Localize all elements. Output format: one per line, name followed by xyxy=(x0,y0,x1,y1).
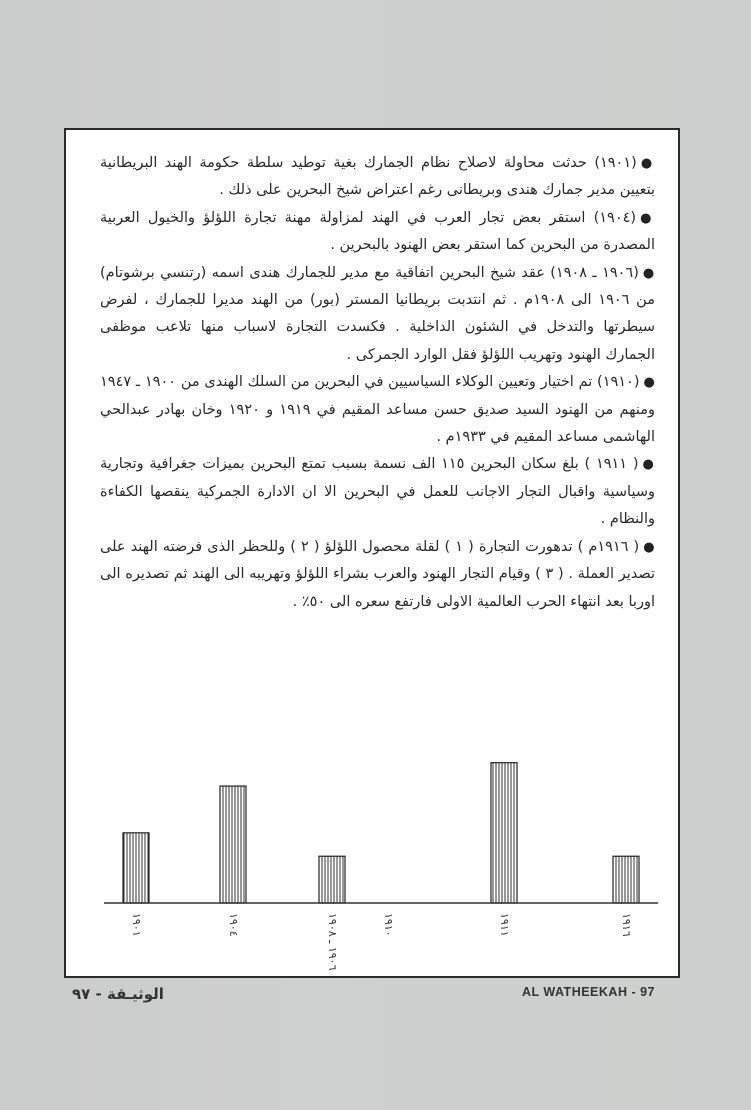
bullet-icon: ● xyxy=(642,457,655,473)
bullet-icon: ● xyxy=(643,539,656,555)
tick-label: ١٩١٦ xyxy=(620,913,633,937)
timeline-entry-text: (١٩٠١) حدثت محاولة لاصلاح نظام الجمارك بغية توطيد سلطة حكومة الهند البريطانية بتعيين مدير جمارك هندى وبريطانى رغم اعتراض شيخ البحرين على ذلك . xyxy=(100,155,655,199)
timeline-entry xyxy=(100,369,655,451)
timeline-entry-text: ( ١٩١١ ) بلغ سكان البحرين ١١٥ الف نسمة بسبب تمتع البحرين بميزات جغرافية وتجارية وسياسية واقبال التجار الاجانب للعمل في البحرين الا ان الادارة الجمركية ينقصها الكفاءة والنظام . xyxy=(100,456,655,528)
timeline-entry-text: (١٩١٠) تم اختيار وتعيين الوكلاء السياسيين في البحرين من السلك الهندى من ١٩٠٠ ـ ١٩٤٧ ومنهم من الهنود السيد صديق حسن مساعد المقيم في ١٩١٩ و ١٩٢٠ وخان بهادر عبدالحي الهاشمى مساعد المقيم في ١٩٣٣م . xyxy=(100,374,655,446)
timeline-entry xyxy=(100,534,655,616)
footer-arabic-title: الوثيـقة - ٩٧ xyxy=(72,985,164,1003)
footer-latin-title: AL WATHEEKAH - 97 xyxy=(521,985,655,999)
bar-4 xyxy=(491,763,517,903)
tick-label-group xyxy=(130,913,633,971)
timeline-entry xyxy=(100,451,655,533)
timeline-entry xyxy=(100,150,655,205)
tick-label: ١٩٠٤ xyxy=(227,913,240,937)
tick-label: ١٩١١ xyxy=(498,913,511,937)
bar-0 xyxy=(123,833,149,903)
bar-chart xyxy=(66,730,678,976)
timeline-entry xyxy=(100,205,655,260)
timeline-entry-text: (١٩٠٤) استقر بعض تجار العرب في الهند لمزاولة مهنة تجارة اللؤلؤ والخيول العربية المصدرة من البحرين كما استقر بعض الهنود بالبحرين . xyxy=(100,209,655,254)
bullet-icon: ● xyxy=(643,375,656,391)
timeline-entry xyxy=(100,260,655,370)
timeline-entry-text: ( ١٩١٦م ) تدهورت التجارة ( ١ ) لقلة محصول اللؤلؤ ( ٢ ) وللحظر الذى فرضته الهند على تصدير العملة . ( ٣ ) وقيام التجار الهنود والعرب بشراء اللؤلؤ وتهريبه الى الهند ثم تصديره الى اوربا بعد انتهاء الحرب العالمية الاولى فارتفع سعره الى ٥٠٪ . xyxy=(100,538,655,610)
tick-label: ١٩١٠ xyxy=(382,913,395,937)
bar-2 xyxy=(319,856,345,903)
tick-label: ١٩٠٦ ـ ١٩٠٨ xyxy=(326,913,339,971)
tick-label: ١٩٠١ xyxy=(130,913,143,937)
content-panel xyxy=(64,128,680,978)
timeline-text xyxy=(100,150,655,616)
bar-group xyxy=(123,763,639,903)
bullet-icon: ● xyxy=(640,156,655,171)
bullet-icon: ● xyxy=(640,210,656,226)
timeline-entry-text: (١٩٠٦ ـ ١٩٠٨) عقد شيخ البحرين اتفاقية مع مدير للجمارك هندى اسمه (رتنسي برشوتام) من ١٩٠٦ الى ١٩٠٨م . ثم انتدبت بريطانيا المستر (بور) من الهند مديرا للجمارك ، لفرض سيطرتها والتدخل في الشئون الداخلية . فكسدت التجارة لاسباب منها تلاعب موظفى الجمارك الهنود وتهريب اللؤلؤ فقل الوارد الجمركى . xyxy=(100,264,655,363)
bar-5 xyxy=(613,856,639,903)
bullet-icon: ● xyxy=(642,265,656,281)
bar-chart-svg xyxy=(66,730,678,976)
bar-1 xyxy=(220,786,246,903)
